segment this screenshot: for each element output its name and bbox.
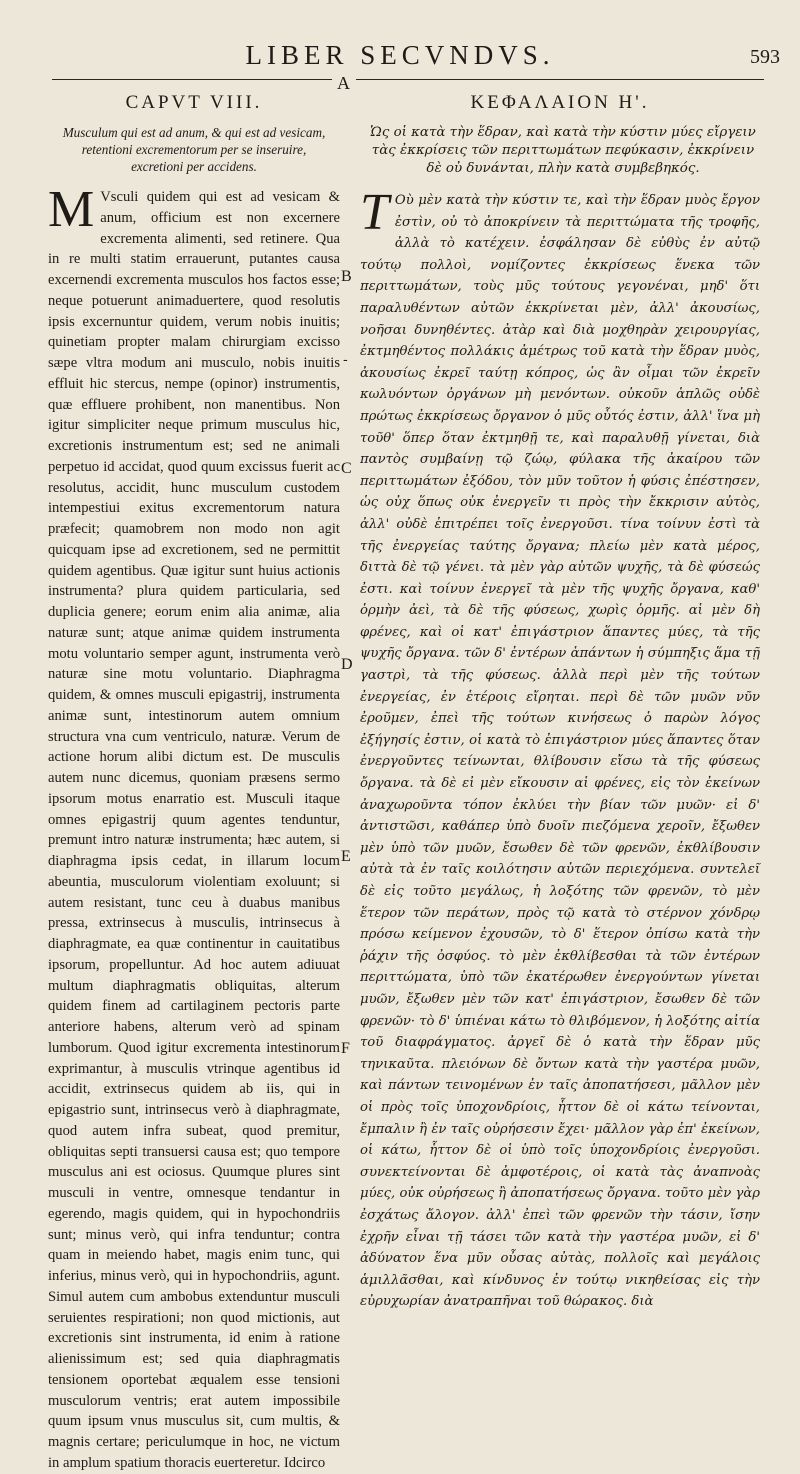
header-rule-left <box>52 79 332 80</box>
latin-column <box>48 90 340 1474</box>
signature-letter: A <box>337 73 350 93</box>
greek-body-text <box>360 184 760 1313</box>
margin-letter-d: D <box>341 656 353 673</box>
latin-chapter-title: CAPVT VIII. <box>125 92 263 113</box>
greek-column <box>360 90 760 1313</box>
latin-body-text <box>48 181 340 1474</box>
header-rule-right <box>356 79 764 80</box>
latin-chapter-summary: Musculum qui est ad anum, & qui est ad vesicam, retentioni excrementorum per se inseruire, excretioni per accidens. <box>62 125 326 174</box>
latin-drop-cap: M <box>48 181 95 238</box>
page-number: 593 <box>750 46 780 68</box>
greek-chapter-title: ΚΕΦΑΛΑΙΟΝ Η'. <box>470 92 650 113</box>
greek-chapter-summary: Ὡς οἱ κατὰ τὴν ἕδραν, καὶ κατὰ τὴν κύστιν μύες εἴργειν τὰς ἐκκρίσεις τῶν περιττωμάτων πεφύκασιν, ἐκκρίνειν δὲ οὐ δυνάνται, πλὴν κατὰ συμβεβηκός. <box>370 125 756 176</box>
greek-drop-cap: Τ <box>360 184 389 241</box>
margin-letter-b: B <box>341 268 352 285</box>
margin-letter-c: C <box>341 460 352 477</box>
margin-letter-f: F <box>341 1040 350 1057</box>
greek-body-content: Οὺ μὲν κατὰ τὴν κύστιν τε, καὶ τὴν ἕδραν μυὸς ἔργον ἐστὶν, οὐ τὸ ἀποκρίνειν τὰ περιττώματα τῆς τροφῆς, ἀλλὰ τὸ κατέχειν. ἐσφάλησαν δὲ εὐθὺς ἐν αὐτῷ τούτῳ πολλοὶ, νομίζοντες ἐκκρίσεως ἕνεκα τῶν περιττωμάτων, τοὺς μῦς τούτους γεγονέναι, μηδ' ὅτι παραλυθέντων αὐτῶν ἐκκρίνεται μὲν, ἀλλ' ἀκουσίως, νοῆσαι δυνηθέντες. ἀτὰρ καὶ διὰ μοχθηρὰν χειρουργίας, ἐκτμηθέντος πολλάκις ἀμέτρως τοῦ κατὰ τὴν ἕδραν μυὸς, ἀκουσίως ἐκρεῖ ταύτῃ κόπρος, ὡς ἂν οἶμαι τῶν ἐκρεῖν κωλυόντων ὀργάνων μὴ μενόντων. οὐκοῦν ἁπλῶς οὐδὲ πρώτως ἐκκρίσεως ὄργανον ὁ μῦς οὗτός ἐστιν, ἀλλ' ἵνα μὴ τοῦθ' ὅπερ ὅταν ἐκτμηθῇ τε, καὶ παραλυθῇ γίνεται, διὰ παντὸς συμβαίνῃ τῷ ζώῳ, φύλακα τῆς ἀκαίρου τῶν περιττωμάτων ἐξόδου, τὸν μῦν τοῦτον ἡ φύσις ἐπέστησεν, ὡς οὐχ ὅπως οὐκ ἐνεργεῖν τι πρὸς τὴν ἔκκρισιν αὐτὸς, ἀλλ' οὐδὲ ἐπιτρέπει τοῖς ἐνεργοῦσι. τίνα τοίνυν ἐστὶ τὰ τῆς ἐνεργείας ταύτης ὄργανα; πλείω μὲν κατὰ μέρος, διττὰ δὲ τῷ γένει. τὰ μὲν γὰρ αὐτῶν ψυχῆς, τὰ δὲ φύσεώς ἐστι. καὶ τοίνυν ἐνεργεῖ τὰ μὲν τῆς ψυχῆς ὄργανα, καθ' ὁρμὴν ἀεὶ, τὰ δὲ τῆς φύσεως, χωρὶς ὁρμῆς. αἱ μὲν δὴ φρένες, καὶ οἱ κατ' ἐπιγάστριον ἅπαντες μύες, τὰ τῆς ψυχῆς ὄργανα. τῶν δ' ἐντέρων ἁπάντων ἡ σύμπηξις ἅμα τῇ γαστρὶ, τὰ τῆς φύσεως. ἀλλὰ περὶ μὲν τῆς τούτων ἐνεργείας, ἐν ἑτέροις εἴρηται. περὶ δὲ τῶν μυῶν νῦν ἐροῦμεν, ἐπεὶ τῆς τούτων κινήσεως ὁ παρὼν λόγος ἐξήγησίς ἐστιν, οἱ κατὰ τὸ ἐπιγάστριον μύες ἅπαντες ὅταν ἐνεργοῦντες τείνωνται, θλίβουσιν εἴσω τὰ τῆς φύσεως ὄργανα. τὰ δὲ εἰ μὲν εἴκουσιν αἱ φρένες, εἰς τὸν ἐκείνων ἀναχωροῦντα τόπον ἐκλύει τὴν βίαν τῶν μυῶν· εἰ δ' ἀντιστῶσι, καθάπερ ὑπὸ δυοῖν πιεζόμενα χεροῖν, ἔξωθεν μὲν ὑπὸ τῶν μυῶν, ἔσωθεν δὲ τῶν φρενῶν, ἐκθλίβουσιν αὐτὰ τὰ ἐν ταῖς κοιλότησιν αὐτῶν περιεχόμενα. συντελεῖ δὲ εἰς τοῦτο μεγάλως, ἡ λοξότης τῶν φρενῶν, τὸ μὲν ἕτερον τῶν περάτων, πρὸς τῷ κατὰ τὸ στέρνον χόνδρῳ πρόσω κείμενον ἐχουσῶν, τὸ δ' ἕτερον ὀπίσω κατὰ τὴν ῥάχιν τῆς ὀσφύος. τὸ μὲν ἐκθλίβεσθαι τὰ τῶν ἐντέρων περιττώματα, ὑπὸ τῶν ἑκατέρωθεν ἐνεργούντων γίνεται μυῶν, ἔξωθεν μὲν τῶν κατ' ἐπιγάστριον, ἔσωθεν δὲ τῶν φρενῶν· τὸ δ' ὑπιέναι κάτω τὸ θλιβόμενον, ἡ λοξότης αἰτία τοῦ διαφράγματος. ἀργεῖ δὲ ὁ κατὰ τὴν ἕδραν μῦς τηνικαῦτα. πλειόνων δὲ ὄντων κατὰ τὴν γαστέρα μυῶν, καὶ πάντων τεινομένων ἐν ταῖς ἀποπατήσεσι, μᾶλλον μὲν οἱ πρὸς τοῖς ὑποχονδρίοις, ἧττον δὲ οἱ κάτω τείνονται, ἔμπαλιν ἢ ἐν ταῖς οὐρήσεσιν ἔχει· μᾶλλον γὰρ ἐπ' ἐκείνων, οἱ κάτω, ἧττον δὲ οἱ ὑπὸ τοῖς ὑποχονδρίοις ἐνεργοῦσι. συνεκτείνονται δὲ ἀμφοτέροις, οἱ κατὰ τὰς ἀναπνοὰς μύες, οὐκ οὐρήσεως ἢ ἀποπατήσεως ὄργανα. τοῦτο μὲν γὰρ ἐσχάτως ἄλογον. ἀλλ' ἐπεὶ τῶν φρενῶν τὴν τάσιν, ἴσην ἐχρῆν εἶναι τῇ τάσει τῶν κατὰ τὴν γαστέρα μυῶν, εἰ δ' ἀδύνατον ἕνα μῦν οὖσας αὐτὰς, πολλοῖς καὶ μεγάλοις ἁμιλλᾶσθαι, καὶ κίνδυνος ἐν τούτῳ νικηθείσας εἰς τὴν εὐρυχωρίαν ἀνατραπῆναι τοῦ θώρακος. διὰ <box>360 193 760 1310</box>
latin-body-content: Vsculi quidem qui est ad vesicam & anum, officium est non excernere excrementa alimenti, sed retinere. Qua in re multi statim errauerunt, putantes causa excernendi excrementa musculos hos factos esse; neque potuerunt animaduertere, quod resolutis ipsis excernuntur quidem, verum nobis inuitis; quinetiam propter malam chirurgiam excisso sæpe vltra modum ani musculo, nobis inuitis effluit hic stercus, nempe (opinor) instrumentis, quæ effluere prohibent, non manentibus. Non igitur simpliciter neque primum musculus hic, excretionis instrumentum est; sed ne animali perpetuo id accidat, quod quum excissus fuerit ac resolutus, accidit, hunc musculum custodem intempestiui exitus excrementorum natura præfecit; quamobrem non modo non agit quicquam ipse ad excretionem, sed ne permittit quidem agentibus. Quæ igitur sunt huius actionis instrumenta? plura quidem particularia, sed duplicia genere; eorum enim alia animæ, alia naturæ sunt; atque animæ quidem instrumenta motu voluntario semper agunt, instrumenta verò naturæ sine motu voluntario. Diaphragma quidem, & omnes musculi epigastrij, instrumenta animæ sunt, intestinorum autem omnium structura vna cum ventriculo, naturæ. Verum de actione horum alibi dictum est. De musculis autem nunc dicemus, quoniam præsens sermo ipsorum motus enarratio est. Musculi itaque omnes epigastrij quum agentes tenduntur, premunt intro naturæ instrumenta; hæc autem, si diaphragma ipsis cedat, in illarum locum abeuntia, musculorum violentiam exoluunt; si autem resistant, tunc ceu à duabus manibus pressa, extrinsecus à musculis, intrinsecus à diaphragmate, ea quæ continentur in cauitatibus ipsorum, propelluntur. Ad hoc autem adiuuat multum diaphragmatis obliquitas, alterum quidem finem ad cartilaginem pectoris parte anteriore habens, alterum verò ad spinam lumborum. Quod igitur excrementa intestinorum exprimantur, à musculis vtrinque agentibus id accidit, extrinsecus quidem ab iis, qui in epigastrio sunt, intrinsecus verò à diaphragmate, quod autem infra subeat, quod premitur, obliquitas septi transuersi causa est; quo tempore musculus ani est ociosus. Quumque plures sint musculi in ventre, omnesque tendantur in egerendo, magis quidem, qui in hypochondriis sunt; minus verò, qui infra tenduntur; contra quam in meiendo habet, magis enim tunc, qui inferius, minus verò, qui in hypochondriis, agunt. Simul autem cum ambobus extenduntur musculi seruientes respirationi; non quod mictionis, aut excretionis sint instrumenta, id enim à ratione alienissimum est; sed quia diaphragmatis tensionem oportebat æqualem esse tensioni musculorum ventris; erat autem impossibile quum ipsum vnus musculus sit, cum multis, & magnis certare; periculumque in hoc, ne victum in amplum spatium thoracis euerteretur. Idcirco <box>48 189 340 1471</box>
margin-dash-mark: - <box>343 352 348 368</box>
margin-letter-e: E <box>341 848 351 865</box>
running-head: LIBER SECVNDVS. <box>245 40 555 70</box>
